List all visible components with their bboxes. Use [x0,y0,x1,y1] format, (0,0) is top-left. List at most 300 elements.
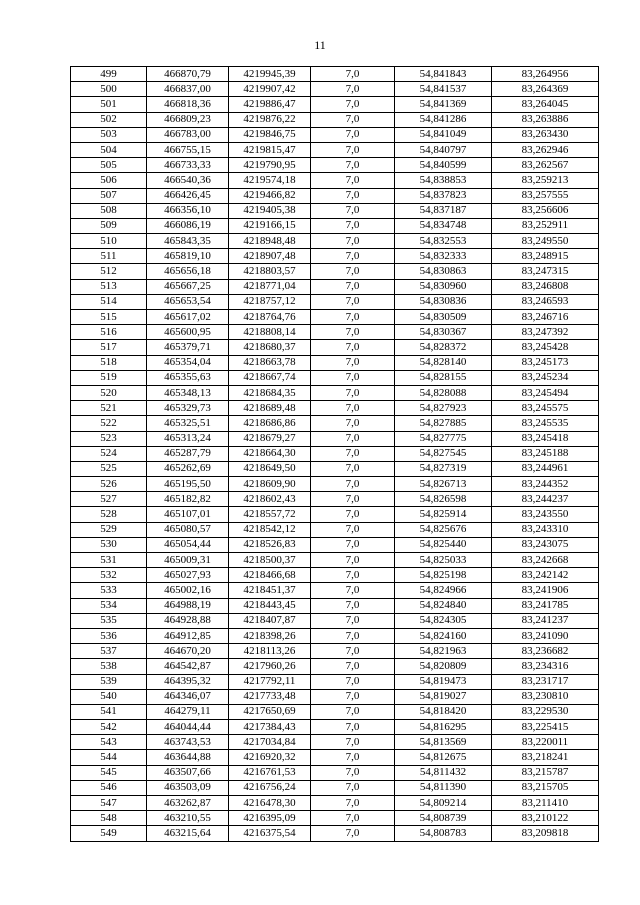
table-row [71,811,599,826]
latitude-cell: 54,812675 [395,750,492,765]
x-coordinate-cell: 466755,15 [147,142,229,157]
table-row [71,158,599,173]
elevation-cell: 7,0 [311,598,395,613]
longitude-cell: 83,241090 [492,628,599,643]
point-number-cell: 535 [71,613,147,628]
y-coordinate-cell: 4217650,69 [229,704,311,719]
y-coordinate-cell: 4218451,37 [229,583,311,598]
y-coordinate-cell: 4217960,26 [229,659,311,674]
elevation-cell: 7,0 [311,127,395,142]
longitude-cell: 83,215787 [492,765,599,780]
point-number-cell: 516 [71,325,147,340]
point-number-cell: 518 [71,355,147,370]
latitude-cell: 54,824966 [395,583,492,598]
longitude-cell: 83,244961 [492,461,599,476]
table-row [71,249,599,264]
latitude-cell: 54,825676 [395,522,492,537]
latitude-cell: 54,808739 [395,811,492,826]
latitude-cell: 54,824305 [395,613,492,628]
table-row [71,522,599,537]
y-coordinate-cell: 4218684,35 [229,385,311,400]
y-coordinate-cell: 4218907,48 [229,249,311,264]
elevation-cell: 7,0 [311,780,395,795]
y-coordinate-cell: 4216761,53 [229,765,311,780]
latitude-cell: 54,830509 [395,310,492,325]
elevation-cell: 7,0 [311,461,395,476]
y-coordinate-cell: 4218113,26 [229,644,311,659]
table-row [71,492,599,507]
longitude-cell: 83,241237 [492,613,599,628]
x-coordinate-cell: 465027,93 [147,568,229,583]
longitude-cell: 83,215705 [492,780,599,795]
longitude-cell: 83,243075 [492,537,599,552]
x-coordinate-cell: 464395,32 [147,674,229,689]
elevation-cell: 7,0 [311,203,395,218]
point-number-cell: 534 [71,598,147,613]
x-coordinate-cell: 463507,66 [147,765,229,780]
latitude-cell: 54,841537 [395,82,492,97]
x-coordinate-cell: 464988,19 [147,598,229,613]
longitude-cell: 83,247392 [492,325,599,340]
x-coordinate-cell: 466870,79 [147,67,229,82]
point-number-cell: 500 [71,82,147,97]
y-coordinate-cell: 4216478,30 [229,796,311,811]
y-coordinate-cell: 4218649,50 [229,461,311,476]
point-number-cell: 507 [71,188,147,203]
longitude-cell: 83,245494 [492,385,599,400]
y-coordinate-cell: 4216756,24 [229,780,311,795]
longitude-cell: 83,257555 [492,188,599,203]
y-coordinate-cell: 4219876,22 [229,112,311,127]
point-number-cell: 525 [71,461,147,476]
longitude-cell: 83,245575 [492,401,599,416]
point-number-cell: 538 [71,659,147,674]
table-row [71,279,599,294]
latitude-cell: 54,841049 [395,127,492,142]
point-number-cell: 548 [71,811,147,826]
latitude-cell: 54,838853 [395,173,492,188]
table-row [71,553,599,568]
longitude-cell: 83,247315 [492,264,599,279]
latitude-cell: 54,824840 [395,598,492,613]
longitude-cell: 83,211410 [492,796,599,811]
elevation-cell: 7,0 [311,158,395,173]
longitude-cell: 83,262567 [492,158,599,173]
latitude-cell: 54,826713 [395,477,492,492]
longitude-cell: 83,264369 [492,82,599,97]
point-number-cell: 526 [71,477,147,492]
y-coordinate-cell: 4219790,95 [229,158,311,173]
x-coordinate-cell: 465313,24 [147,431,229,446]
table-row [71,704,599,719]
table-row [71,674,599,689]
latitude-cell: 54,830863 [395,264,492,279]
x-coordinate-cell: 463644,88 [147,750,229,765]
x-coordinate-cell: 465080,57 [147,522,229,537]
x-coordinate-cell: 464928,88 [147,613,229,628]
latitude-cell: 54,828140 [395,355,492,370]
table-row [71,568,599,583]
point-number-cell: 502 [71,112,147,127]
x-coordinate-cell: 466426,45 [147,188,229,203]
table-row [71,234,599,249]
y-coordinate-cell: 4218557,72 [229,507,311,522]
longitude-cell: 83,244237 [492,492,599,507]
latitude-cell: 54,825914 [395,507,492,522]
longitude-cell: 83,231717 [492,674,599,689]
elevation-cell: 7,0 [311,340,395,355]
latitude-cell: 54,830960 [395,279,492,294]
y-coordinate-cell: 4219815,47 [229,142,311,157]
y-coordinate-cell: 4218803,57 [229,264,311,279]
elevation-cell: 7,0 [311,264,395,279]
longitude-cell: 83,263886 [492,112,599,127]
table-row [71,431,599,446]
longitude-cell: 83,234316 [492,659,599,674]
longitude-cell: 83,259213 [492,173,599,188]
point-number-cell: 499 [71,67,147,82]
y-coordinate-cell: 4218679,27 [229,431,311,446]
latitude-cell: 54,837187 [395,203,492,218]
x-coordinate-cell: 463215,64 [147,826,229,841]
y-coordinate-cell: 4216920,32 [229,750,311,765]
point-number-cell: 537 [71,644,147,659]
point-number-cell: 522 [71,416,147,431]
longitude-cell: 83,230810 [492,689,599,704]
elevation-cell: 7,0 [311,553,395,568]
table-row [71,446,599,461]
x-coordinate-cell: 466733,33 [147,158,229,173]
elevation-cell: 7,0 [311,659,395,674]
point-number-cell: 542 [71,720,147,735]
coordinates-table [70,66,599,842]
elevation-cell: 7,0 [311,765,395,780]
longitude-cell: 83,243550 [492,507,599,522]
table-row [71,628,599,643]
elevation-cell: 7,0 [311,704,395,719]
latitude-cell: 54,827923 [395,401,492,416]
table-row [71,416,599,431]
table-row [71,370,599,385]
y-coordinate-cell: 4217384,43 [229,720,311,735]
point-number-cell: 536 [71,628,147,643]
point-number-cell: 527 [71,492,147,507]
point-number-cell: 544 [71,750,147,765]
elevation-cell: 7,0 [311,355,395,370]
latitude-cell: 54,827775 [395,431,492,446]
y-coordinate-cell: 4218663,78 [229,355,311,370]
point-number-cell: 533 [71,583,147,598]
latitude-cell: 54,841369 [395,97,492,112]
y-coordinate-cell: 4218500,37 [229,553,311,568]
point-number-cell: 519 [71,370,147,385]
point-number-cell: 520 [71,385,147,400]
table-row [71,401,599,416]
x-coordinate-cell: 465287,79 [147,446,229,461]
y-coordinate-cell: 4218764,76 [229,310,311,325]
y-coordinate-cell: 4218664,30 [229,446,311,461]
longitude-cell: 83,264956 [492,67,599,82]
table-row [71,613,599,628]
elevation-cell: 7,0 [311,294,395,309]
elevation-cell: 7,0 [311,97,395,112]
x-coordinate-cell: 466818,36 [147,97,229,112]
point-number-cell: 514 [71,294,147,309]
x-coordinate-cell: 464542,87 [147,659,229,674]
latitude-cell: 54,816295 [395,720,492,735]
elevation-cell: 7,0 [311,492,395,507]
longitude-cell: 83,210122 [492,811,599,826]
x-coordinate-cell: 463503,09 [147,780,229,795]
point-number-cell: 517 [71,340,147,355]
elevation-cell: 7,0 [311,613,395,628]
point-number-cell: 523 [71,431,147,446]
table-row [71,218,599,233]
y-coordinate-cell: 4216375,54 [229,826,311,841]
point-number-cell: 549 [71,826,147,841]
point-number-cell: 501 [71,97,147,112]
x-coordinate-cell: 466809,23 [147,112,229,127]
x-coordinate-cell: 465653,54 [147,294,229,309]
latitude-cell: 54,841286 [395,112,492,127]
latitude-cell: 54,813569 [395,735,492,750]
elevation-cell: 7,0 [311,416,395,431]
y-coordinate-cell: 4219574,18 [229,173,311,188]
table-row [71,385,599,400]
elevation-cell: 7,0 [311,583,395,598]
point-number-cell: 543 [71,735,147,750]
point-number-cell: 521 [71,401,147,416]
latitude-cell: 54,827885 [395,416,492,431]
longitude-cell: 83,264045 [492,97,599,112]
point-number-cell: 510 [71,234,147,249]
y-coordinate-cell: 4218602,43 [229,492,311,507]
elevation-cell: 7,0 [311,370,395,385]
y-coordinate-cell: 4218609,90 [229,477,311,492]
table-row [71,264,599,279]
elevation-cell: 7,0 [311,310,395,325]
x-coordinate-cell: 464279,11 [147,704,229,719]
longitude-cell: 83,246716 [492,310,599,325]
elevation-cell: 7,0 [311,279,395,294]
y-coordinate-cell: 4218466,68 [229,568,311,583]
elevation-cell: 7,0 [311,568,395,583]
point-number-cell: 524 [71,446,147,461]
table-row [71,826,599,841]
latitude-cell: 54,811432 [395,765,492,780]
point-number-cell: 515 [71,310,147,325]
x-coordinate-cell: 465600,95 [147,325,229,340]
longitude-cell: 83,245418 [492,431,599,446]
table-row [71,355,599,370]
point-number-cell: 508 [71,203,147,218]
x-coordinate-cell: 465107,01 [147,507,229,522]
point-number-cell: 503 [71,127,147,142]
x-coordinate-cell: 464670,20 [147,644,229,659]
elevation-cell: 7,0 [311,477,395,492]
latitude-cell: 54,811390 [395,780,492,795]
x-coordinate-cell: 465819,10 [147,249,229,264]
longitude-cell: 83,241785 [492,598,599,613]
y-coordinate-cell: 4218686,86 [229,416,311,431]
elevation-cell: 7,0 [311,644,395,659]
x-coordinate-cell: 465329,73 [147,401,229,416]
table-row [71,310,599,325]
latitude-cell: 54,825440 [395,537,492,552]
elevation-cell: 7,0 [311,234,395,249]
point-number-cell: 511 [71,249,147,264]
y-coordinate-cell: 4219466,82 [229,188,311,203]
table-row [71,294,599,309]
elevation-cell: 7,0 [311,446,395,461]
point-number-cell: 504 [71,142,147,157]
elevation-cell: 7,0 [311,507,395,522]
elevation-cell: 7,0 [311,188,395,203]
table-row [71,780,599,795]
latitude-cell: 54,840797 [395,142,492,157]
x-coordinate-cell: 465002,16 [147,583,229,598]
elevation-cell: 7,0 [311,431,395,446]
latitude-cell: 54,832553 [395,234,492,249]
x-coordinate-cell: 466356,10 [147,203,229,218]
y-coordinate-cell: 4218526,83 [229,537,311,552]
longitude-cell: 83,243310 [492,522,599,537]
longitude-cell: 83,236682 [492,644,599,659]
y-coordinate-cell: 4218689,48 [229,401,311,416]
latitude-cell: 54,820809 [395,659,492,674]
latitude-cell: 54,828155 [395,370,492,385]
table-row [71,173,599,188]
point-number-cell: 532 [71,568,147,583]
longitude-cell: 83,245428 [492,340,599,355]
x-coordinate-cell: 465262,69 [147,461,229,476]
latitude-cell: 54,837823 [395,188,492,203]
table-row [71,765,599,780]
y-coordinate-cell: 4218667,74 [229,370,311,385]
point-number-cell: 530 [71,537,147,552]
longitude-cell: 83,209818 [492,826,599,841]
table-row [71,750,599,765]
point-number-cell: 531 [71,553,147,568]
elevation-cell: 7,0 [311,689,395,704]
longitude-cell: 83,229530 [492,704,599,719]
y-coordinate-cell: 4217792,11 [229,674,311,689]
elevation-cell: 7,0 [311,796,395,811]
elevation-cell: 7,0 [311,735,395,750]
x-coordinate-cell: 465054,44 [147,537,229,552]
table-row [71,203,599,218]
page-number: 11 [314,38,326,52]
y-coordinate-cell: 4217733,48 [229,689,311,704]
latitude-cell: 54,828088 [395,385,492,400]
table-row [71,97,599,112]
x-coordinate-cell: 465009,31 [147,553,229,568]
y-coordinate-cell: 4218398,26 [229,628,311,643]
elevation-cell: 7,0 [311,249,395,264]
y-coordinate-cell: 4219405,38 [229,203,311,218]
elevation-cell: 7,0 [311,720,395,735]
y-coordinate-cell: 4218542,12 [229,522,311,537]
longitude-cell: 83,245234 [492,370,599,385]
table-row [71,340,599,355]
table-row [71,583,599,598]
x-coordinate-cell: 465379,71 [147,340,229,355]
y-coordinate-cell: 4218757,12 [229,294,311,309]
point-number-cell: 547 [71,796,147,811]
longitude-cell: 83,248915 [492,249,599,264]
table-row [71,735,599,750]
elevation-cell: 7,0 [311,385,395,400]
table-row [71,112,599,127]
point-number-cell: 506 [71,173,147,188]
elevation-cell: 7,0 [311,628,395,643]
x-coordinate-cell: 466086,19 [147,218,229,233]
point-number-cell: 539 [71,674,147,689]
x-coordinate-cell: 463210,55 [147,811,229,826]
longitude-cell: 83,218241 [492,750,599,765]
elevation-cell: 7,0 [311,811,395,826]
latitude-cell: 54,809214 [395,796,492,811]
elevation-cell: 7,0 [311,82,395,97]
elevation-cell: 7,0 [311,674,395,689]
point-number-cell: 546 [71,780,147,795]
longitude-cell: 83,263430 [492,127,599,142]
latitude-cell: 54,832333 [395,249,492,264]
latitude-cell: 54,841843 [395,67,492,82]
elevation-cell: 7,0 [311,826,395,841]
table-row [71,689,599,704]
elevation-cell: 7,0 [311,218,395,233]
x-coordinate-cell: 466783,00 [147,127,229,142]
latitude-cell: 54,826598 [395,492,492,507]
elevation-cell: 7,0 [311,750,395,765]
latitude-cell: 54,828372 [395,340,492,355]
table-row [71,188,599,203]
point-number-cell: 509 [71,218,147,233]
x-coordinate-cell: 465354,04 [147,355,229,370]
longitude-cell: 83,252911 [492,218,599,233]
y-coordinate-cell: 4218407,87 [229,613,311,628]
y-coordinate-cell: 4219945,39 [229,67,311,82]
x-coordinate-cell: 465325,51 [147,416,229,431]
point-number-cell: 528 [71,507,147,522]
latitude-cell: 54,825198 [395,568,492,583]
latitude-cell: 54,819473 [395,674,492,689]
y-coordinate-cell: 4218771,04 [229,279,311,294]
latitude-cell: 54,825033 [395,553,492,568]
point-number-cell: 541 [71,704,147,719]
x-coordinate-cell: 465656,18 [147,264,229,279]
elevation-cell: 7,0 [311,522,395,537]
y-coordinate-cell: 4216395,09 [229,811,311,826]
table-row [71,461,599,476]
longitude-cell: 83,249550 [492,234,599,249]
longitude-cell: 83,245188 [492,446,599,461]
table-row [71,659,599,674]
x-coordinate-cell: 466540,36 [147,173,229,188]
table-row [71,477,599,492]
x-coordinate-cell: 465355,63 [147,370,229,385]
latitude-cell: 54,834748 [395,218,492,233]
longitude-cell: 83,262946 [492,142,599,157]
latitude-cell: 54,818420 [395,704,492,719]
x-coordinate-cell: 465617,02 [147,310,229,325]
latitude-cell: 54,824160 [395,628,492,643]
longitude-cell: 83,242668 [492,553,599,568]
point-number-cell: 513 [71,279,147,294]
longitude-cell: 83,241906 [492,583,599,598]
x-coordinate-cell: 463262,87 [147,796,229,811]
